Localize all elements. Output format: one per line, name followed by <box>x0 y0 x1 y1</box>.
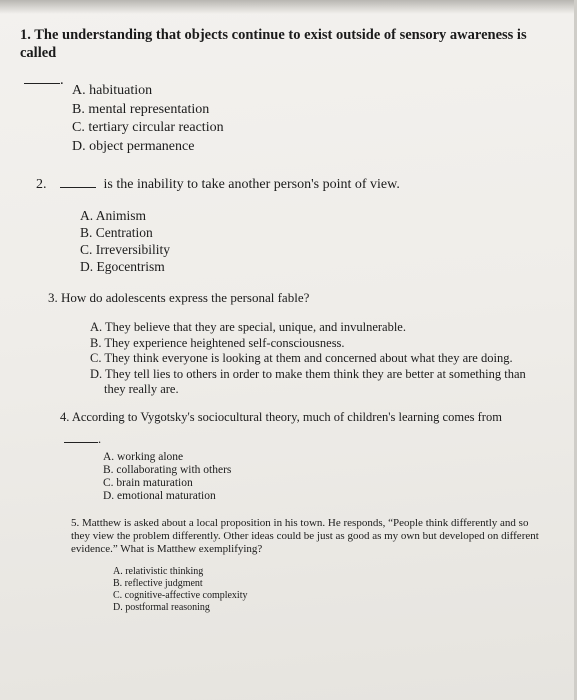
question-3 <box>48 290 558 306</box>
blank-suffix: . <box>98 431 102 446</box>
option-c: C. cognitive-affective complexity <box>113 590 248 601</box>
question-text: How do adolescents express the personal fable? <box>61 290 310 305</box>
question-stem <box>20 26 565 62</box>
option-b: B. reflective judgment <box>113 578 203 589</box>
answer-blank <box>64 442 98 443</box>
question-text: Matthew is asked about a local proposition in his town. He responds, “People think differently and so they view the problem differently. Other ideas could be just as good as my own but developed on different evidence.” What is Matthew exemplifying? <box>71 517 539 555</box>
question-text: According to Vygotsky's sociocultural theory, much of children's learning comes from <box>71 410 502 424</box>
option-c: C. brain maturation <box>103 477 193 489</box>
question-5 <box>71 517 546 556</box>
question-1 <box>20 26 565 89</box>
option-a: A. Animism <box>80 208 147 223</box>
option-d: D. object permanence <box>72 138 195 154</box>
option-b: B. mental representation <box>72 101 210 117</box>
option-c: C. They think everyone is looking at them and concerned about what they are doing. <box>90 351 513 365</box>
answer-blank-line <box>64 432 560 448</box>
options-list <box>72 82 224 156</box>
options-list <box>90 320 550 398</box>
options-list <box>103 451 231 503</box>
answer-blank <box>24 83 60 84</box>
option-d: D. Egocentrism <box>80 259 165 274</box>
blank-suffix: . <box>60 72 64 89</box>
option-c: C. tertiary circular reaction <box>72 120 224 135</box>
question-number: 5. <box>71 517 80 529</box>
question-text: is the inability to take another person's point of view. <box>103 177 400 192</box>
question-number: 1. <box>20 27 31 43</box>
option-a: A. They believe that they are special, unique, and invulnerable. <box>90 320 406 334</box>
option-a: A. working alone <box>103 451 184 463</box>
option-b: B. collaborating with others <box>103 464 232 476</box>
option-d: D. emotional maturation <box>103 490 216 502</box>
option-b: B. Centration <box>80 225 153 240</box>
option-b: B. They experience heightened self-consciousness. <box>90 335 345 350</box>
answer-blank <box>60 187 96 188</box>
question-text: The understanding that objects continue to exist outside of sensory awareness is called <box>20 27 527 62</box>
option-d: D. postformal reasoning <box>113 602 210 613</box>
options-list <box>80 207 170 275</box>
question-number: 2. <box>36 177 47 192</box>
options-list <box>113 566 248 614</box>
question-4 <box>60 410 560 447</box>
question-2 <box>36 176 556 194</box>
option-a: A. habituation <box>72 83 153 98</box>
question-number: 3. <box>48 290 58 305</box>
option-d: D. They tell lies to others in order to make them think they are better at something than they really are. <box>90 366 526 396</box>
page-shadow <box>0 0 577 14</box>
question-number: 4. <box>60 410 70 424</box>
option-c: C. Irreversibility <box>80 242 170 257</box>
option-a: A. relativistic thinking <box>113 566 204 577</box>
